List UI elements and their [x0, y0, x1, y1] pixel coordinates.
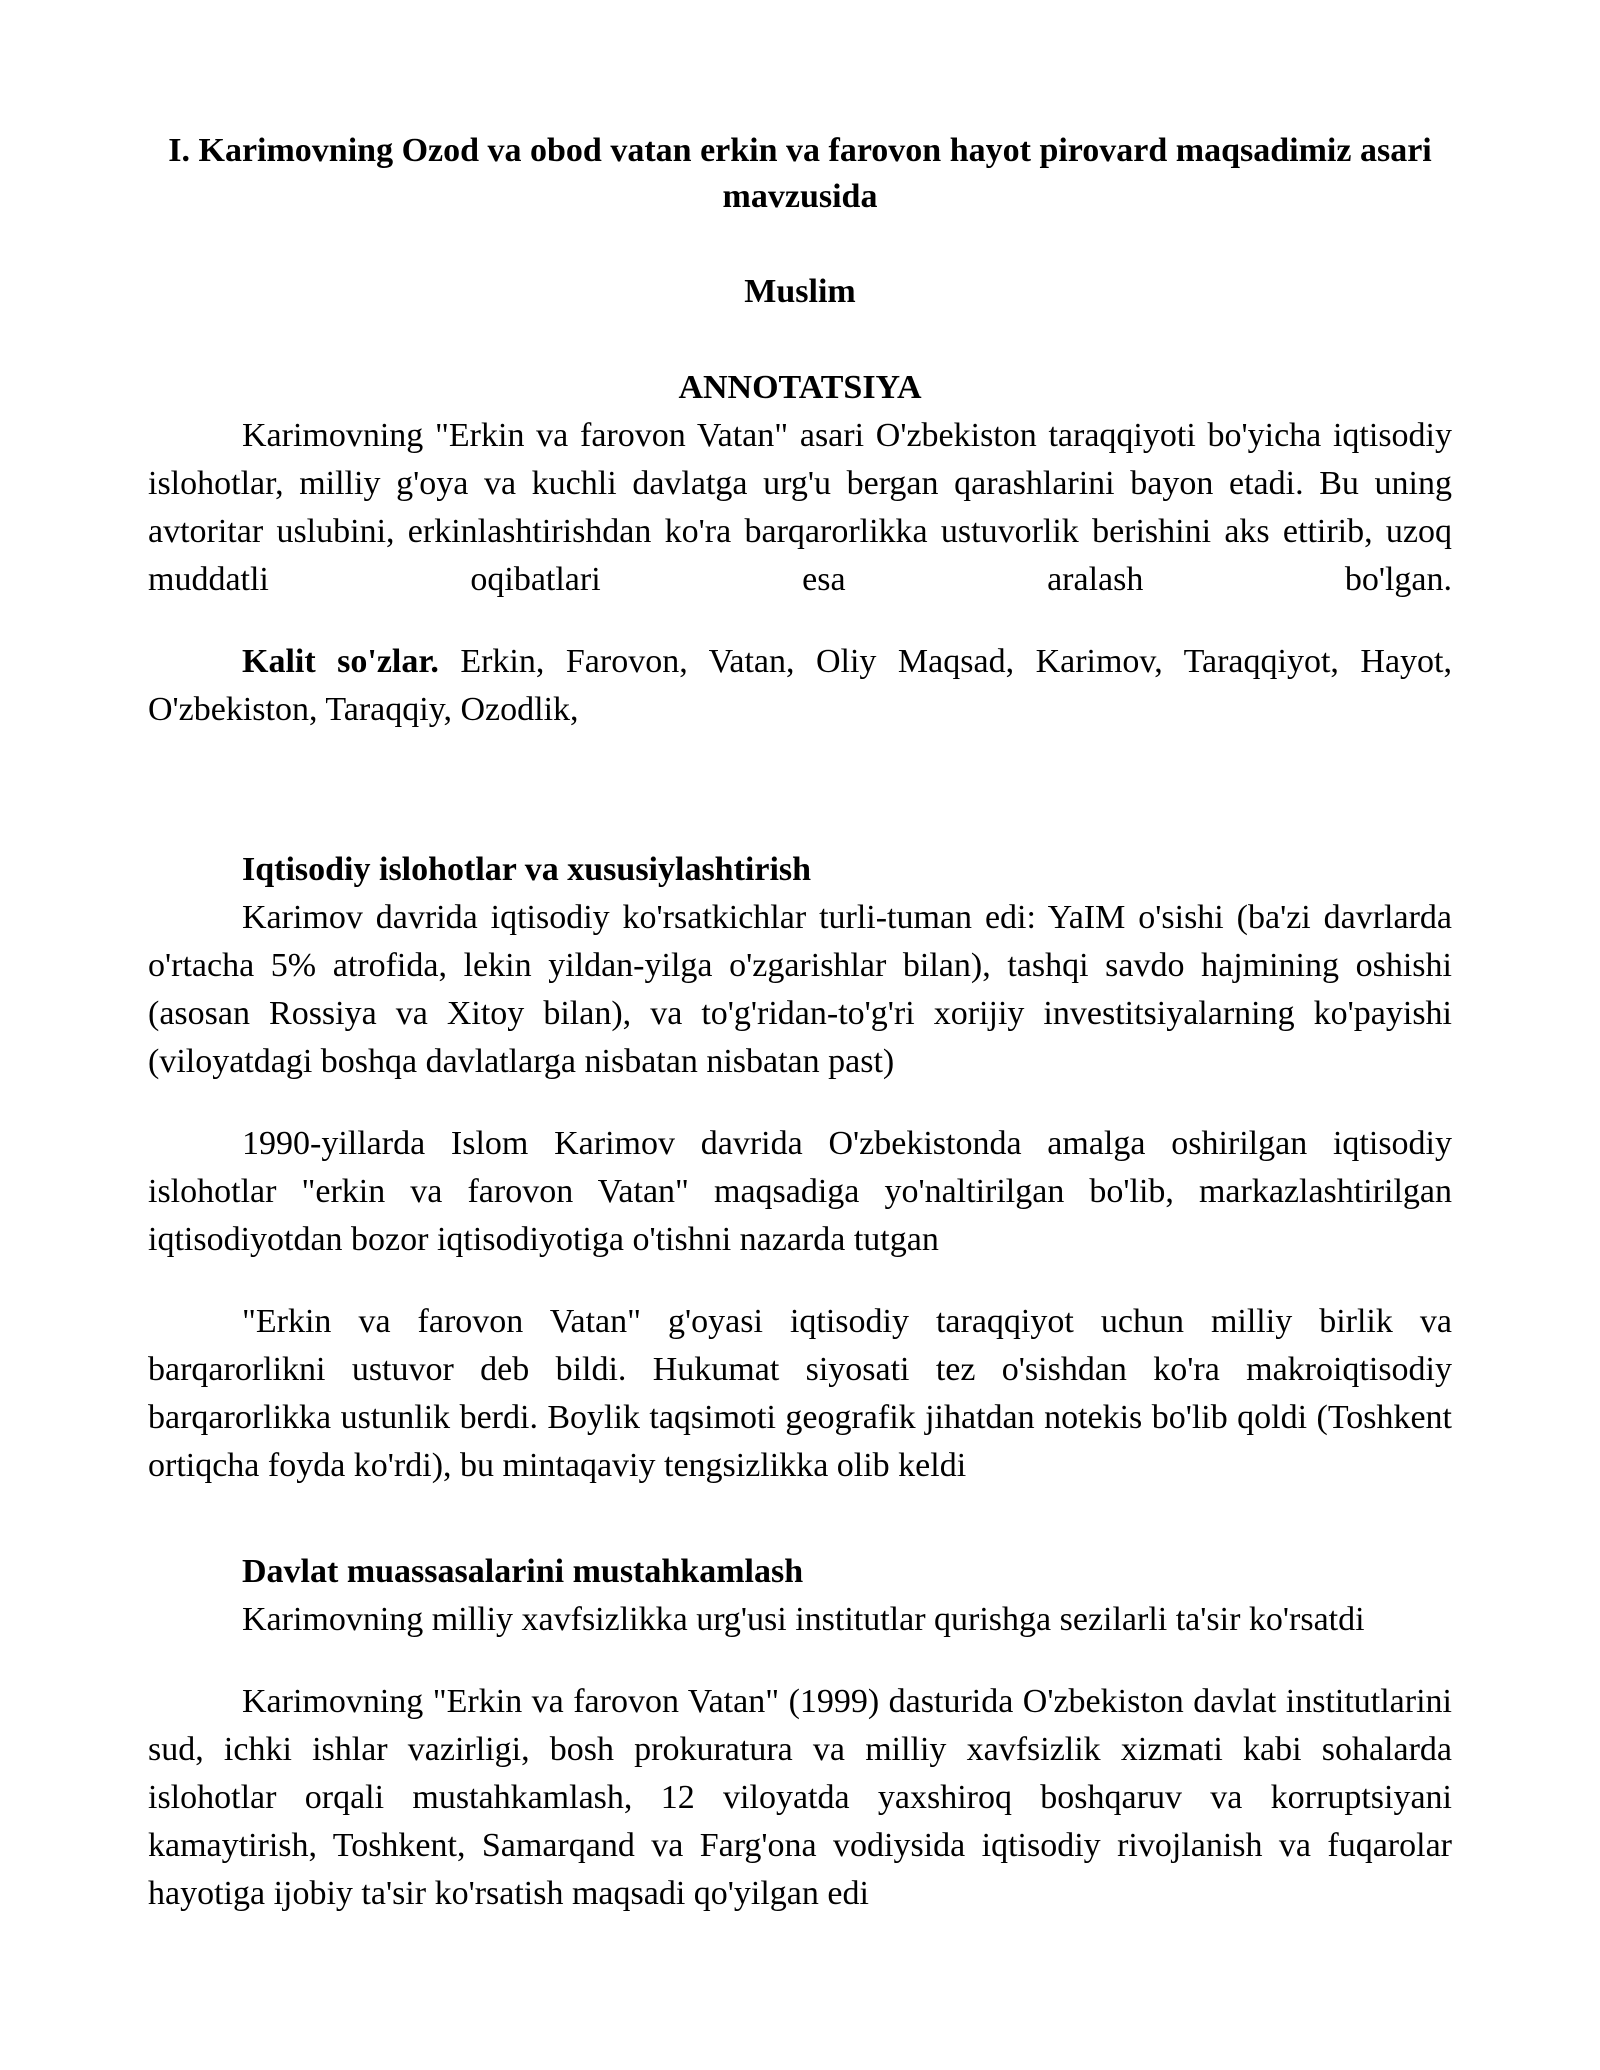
section1-paragraph-1: Karimov davrida iqtisodiy ko'rsatkichlar turli-tuman edi: YaIM o'sishi (ba'zi davrlarda o'rtacha 5% atrofida, lekin yildan-yilga o'zgarishlar bilan), tashqi savdo hajmining oshishi (asosan Rossiya va Xitoy bilan), va to'g'ridan-to'g'ri xorijiy investitsiyalarning ko'payishi (viloyatdagi boshqa davlatlarga nisbatan nisbatan past) — [148, 899, 1452, 1080]
section1-paragraph-2: 1990-yillarda Islom Karimov davrida O'zbekistonda amalga oshirilgan iqtisodiy islohotlar "erkin va farovon Vatan" maqsadiga yo'naltirilgan bo'lib, markazlashtirilgan iqtisodiyotdan bozor iqtisodiyotiga o'tishni nazarda tutgan — [148, 1125, 1452, 1258]
section1-paragraph-3: "Erkin va farovon Vatan" g'oyasi iqtisodiy taraqqiyot uchun milliy birlik va barqarorlikni ustuvor deb bildi. Hukumat siyosati tez o'sishdan ko'ra makroiqtisodiy barqarorlikka ustunlik berdi. Boylik taqsimoti geografik jihatdan notekis bo'lib qoldi (Toshkent ortiqcha foyda ko'rdi), bu mintaqaviy tengsizlikka olib keldi — [148, 1303, 1452, 1484]
section2-paragraph-1: Karimovning milliy xavfsizlikka urg'usi institutlar qurishga sezilarli ta'sir ko'rsatdi — [242, 1601, 1365, 1638]
document-author: Muslim — [744, 273, 856, 310]
document-page — [148, 128, 1452, 1918]
section-heading-state-institutions: Davlat muassasalarini mustahkamlash — [242, 1553, 804, 1590]
section-heading-economic-reforms: Iqtisodiy islohotlar va xususiylashtirish — [242, 851, 812, 888]
section2-paragraph-2: Karimovning "Erkin va farovon Vatan" (1999) dasturida O'zbekiston davlat institutlarini sud, ichki ishlar vazirligi, bosh prokuratura va milliy xavfsizlik xizmati kabi sohalarda islohotlar orqali mustahkamlash, 12 viloyatda yaxshiroq boshqaruv va korruptsiyani kamaytirish, Toshkent, Samarqand va Farg'ona vodiysida iqtisodiy rivojlanish va fuqarolar hayotiga ijobiy ta'sir ko'rsatish maqsadi qo'yilgan edi — [148, 1683, 1452, 1912]
document-title: I. Karimovning Ozod va obod vatan erkin va farovon hayot pirovard maqsadimiz asari mavzusida — [168, 132, 1432, 215]
keywords-paragraph — [148, 638, 1452, 734]
annotation-paragraph: Karimovning "Erkin va farovon Vatan" asari O'zbekiston taraqqiyoti bo'yicha iqtisodiy islohotlar, milliy g'oya va kuchli davlatga urg'u bergan qarashlarini bayon etadi. Bu uning avtoritar uslubini, erkinlashtirishdan ko'ra barqarorlikka ustuvorlik berishini aks ettirib, uzoq muddatli oqibatlari esa aralash bo'lgan. — [148, 417, 1452, 598]
keywords-label: Kalit so'zlar. — [242, 643, 439, 680]
annotation-heading: ANNOTATSIYA — [678, 369, 922, 406]
keywords-list: Erkin, Farovon, Vatan, Oliy Maqsad, Karimov, Taraqqiyot, Hayot, O'zbekiston, Taraqqiy, Ozodlik, — [148, 643, 1452, 728]
